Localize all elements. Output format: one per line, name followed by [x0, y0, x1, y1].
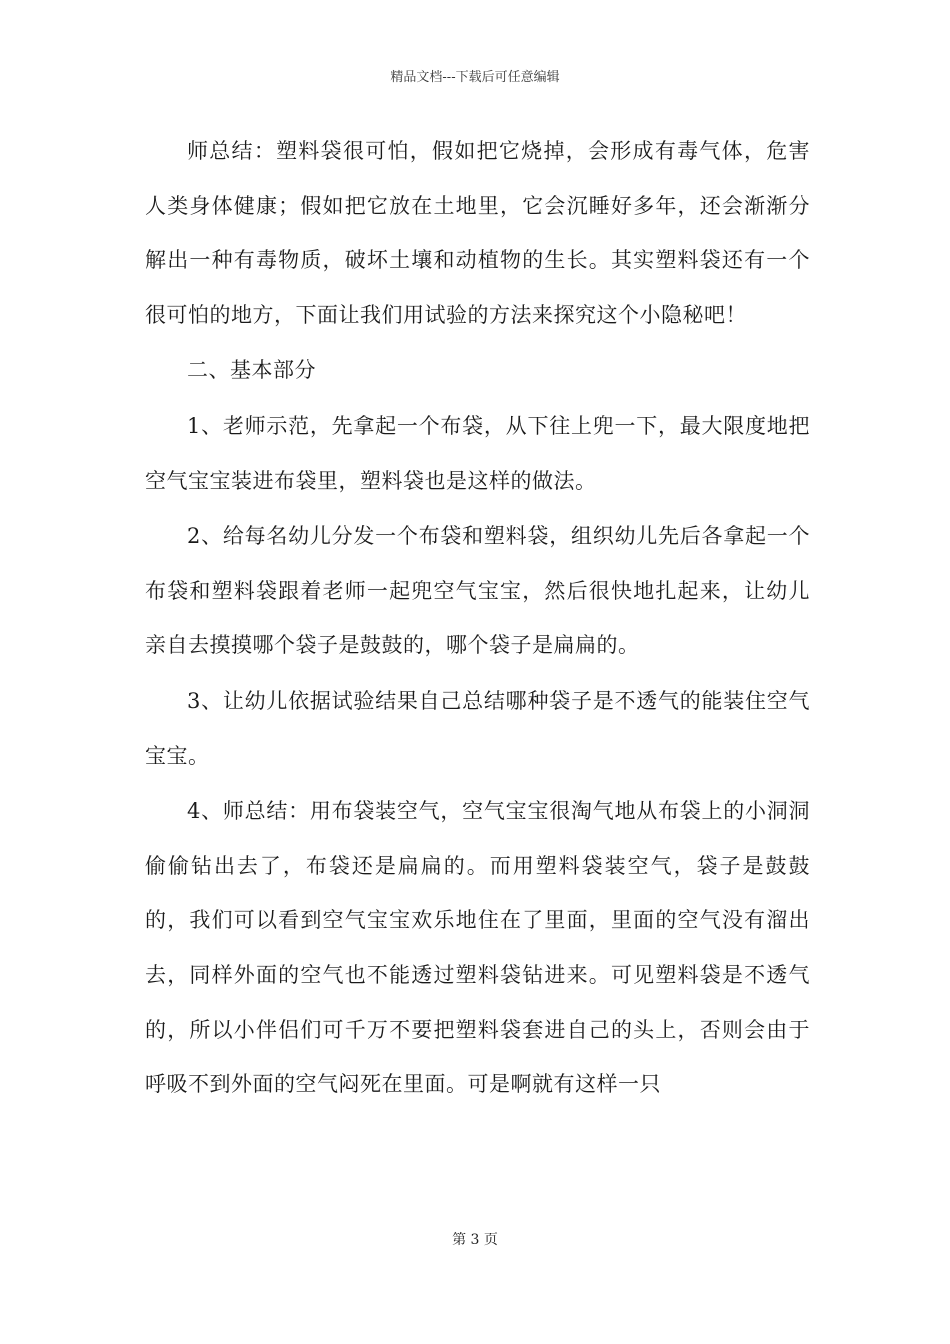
document-body	[145, 124, 810, 1112]
paragraph-step-2: 2、给每名幼儿分发一个布袋和塑料袋，组织幼儿先后各拿起一个布袋和塑料袋跟着老师一起兜空气宝宝，然后很快地扎起来，让幼儿亲自去摸摸哪个袋子是鼓鼓的，哪个袋子是扁扁的。	[145, 524, 810, 658]
page-header: 精品文档---下载后可任意编辑	[390, 70, 560, 85]
paragraph-step-3: 3、让幼儿依据试验结果自己总结哪种袋子是不透气的能装住空气宝宝。	[145, 688, 810, 768]
paragraph-step-4: 4、师总结：用布袋装空气，空气宝宝很淘气地从布袋上的小洞洞偷偷钻出去了，布袋还是扁扁的。而用塑料袋装空气，袋子是鼓鼓的，我们可以看到空气宝宝欢乐地住在了里面，里面的空气没有溜出去，同样外面的空气也不能透过塑料袋钻进来。可见塑料袋是不透气的，所以小伴侣们可千万不要把塑料袋套进自己的头上，否则会由于呼吸不到外面的空气闷死在里面。可是啊就有这样一只	[145, 799, 810, 1097]
paragraph-step-1: 1、老师示范，先拿起一个布袋，从下往上兜一下，最大限度地把空气宝宝装进布袋里，塑料袋也是这样的做法。	[145, 413, 810, 493]
section-heading-basic-part: 二、基本部分	[187, 358, 316, 383]
page-number: 第 3 页	[452, 1232, 498, 1248]
paragraph-teacher-summary: 师总结：塑料袋很可怕，假如把它烧掉，会形成有毒气体，危害人类身体健康；假如把它放在土地里，它会沉睡好多年，还会渐渐分解出一种有毒物质，破坏土壤和动植物的生长。其实塑料袋还有一个很可怕的地方，下面让我们用试验的方法来探究这个小隐秘吧！	[145, 139, 810, 327]
